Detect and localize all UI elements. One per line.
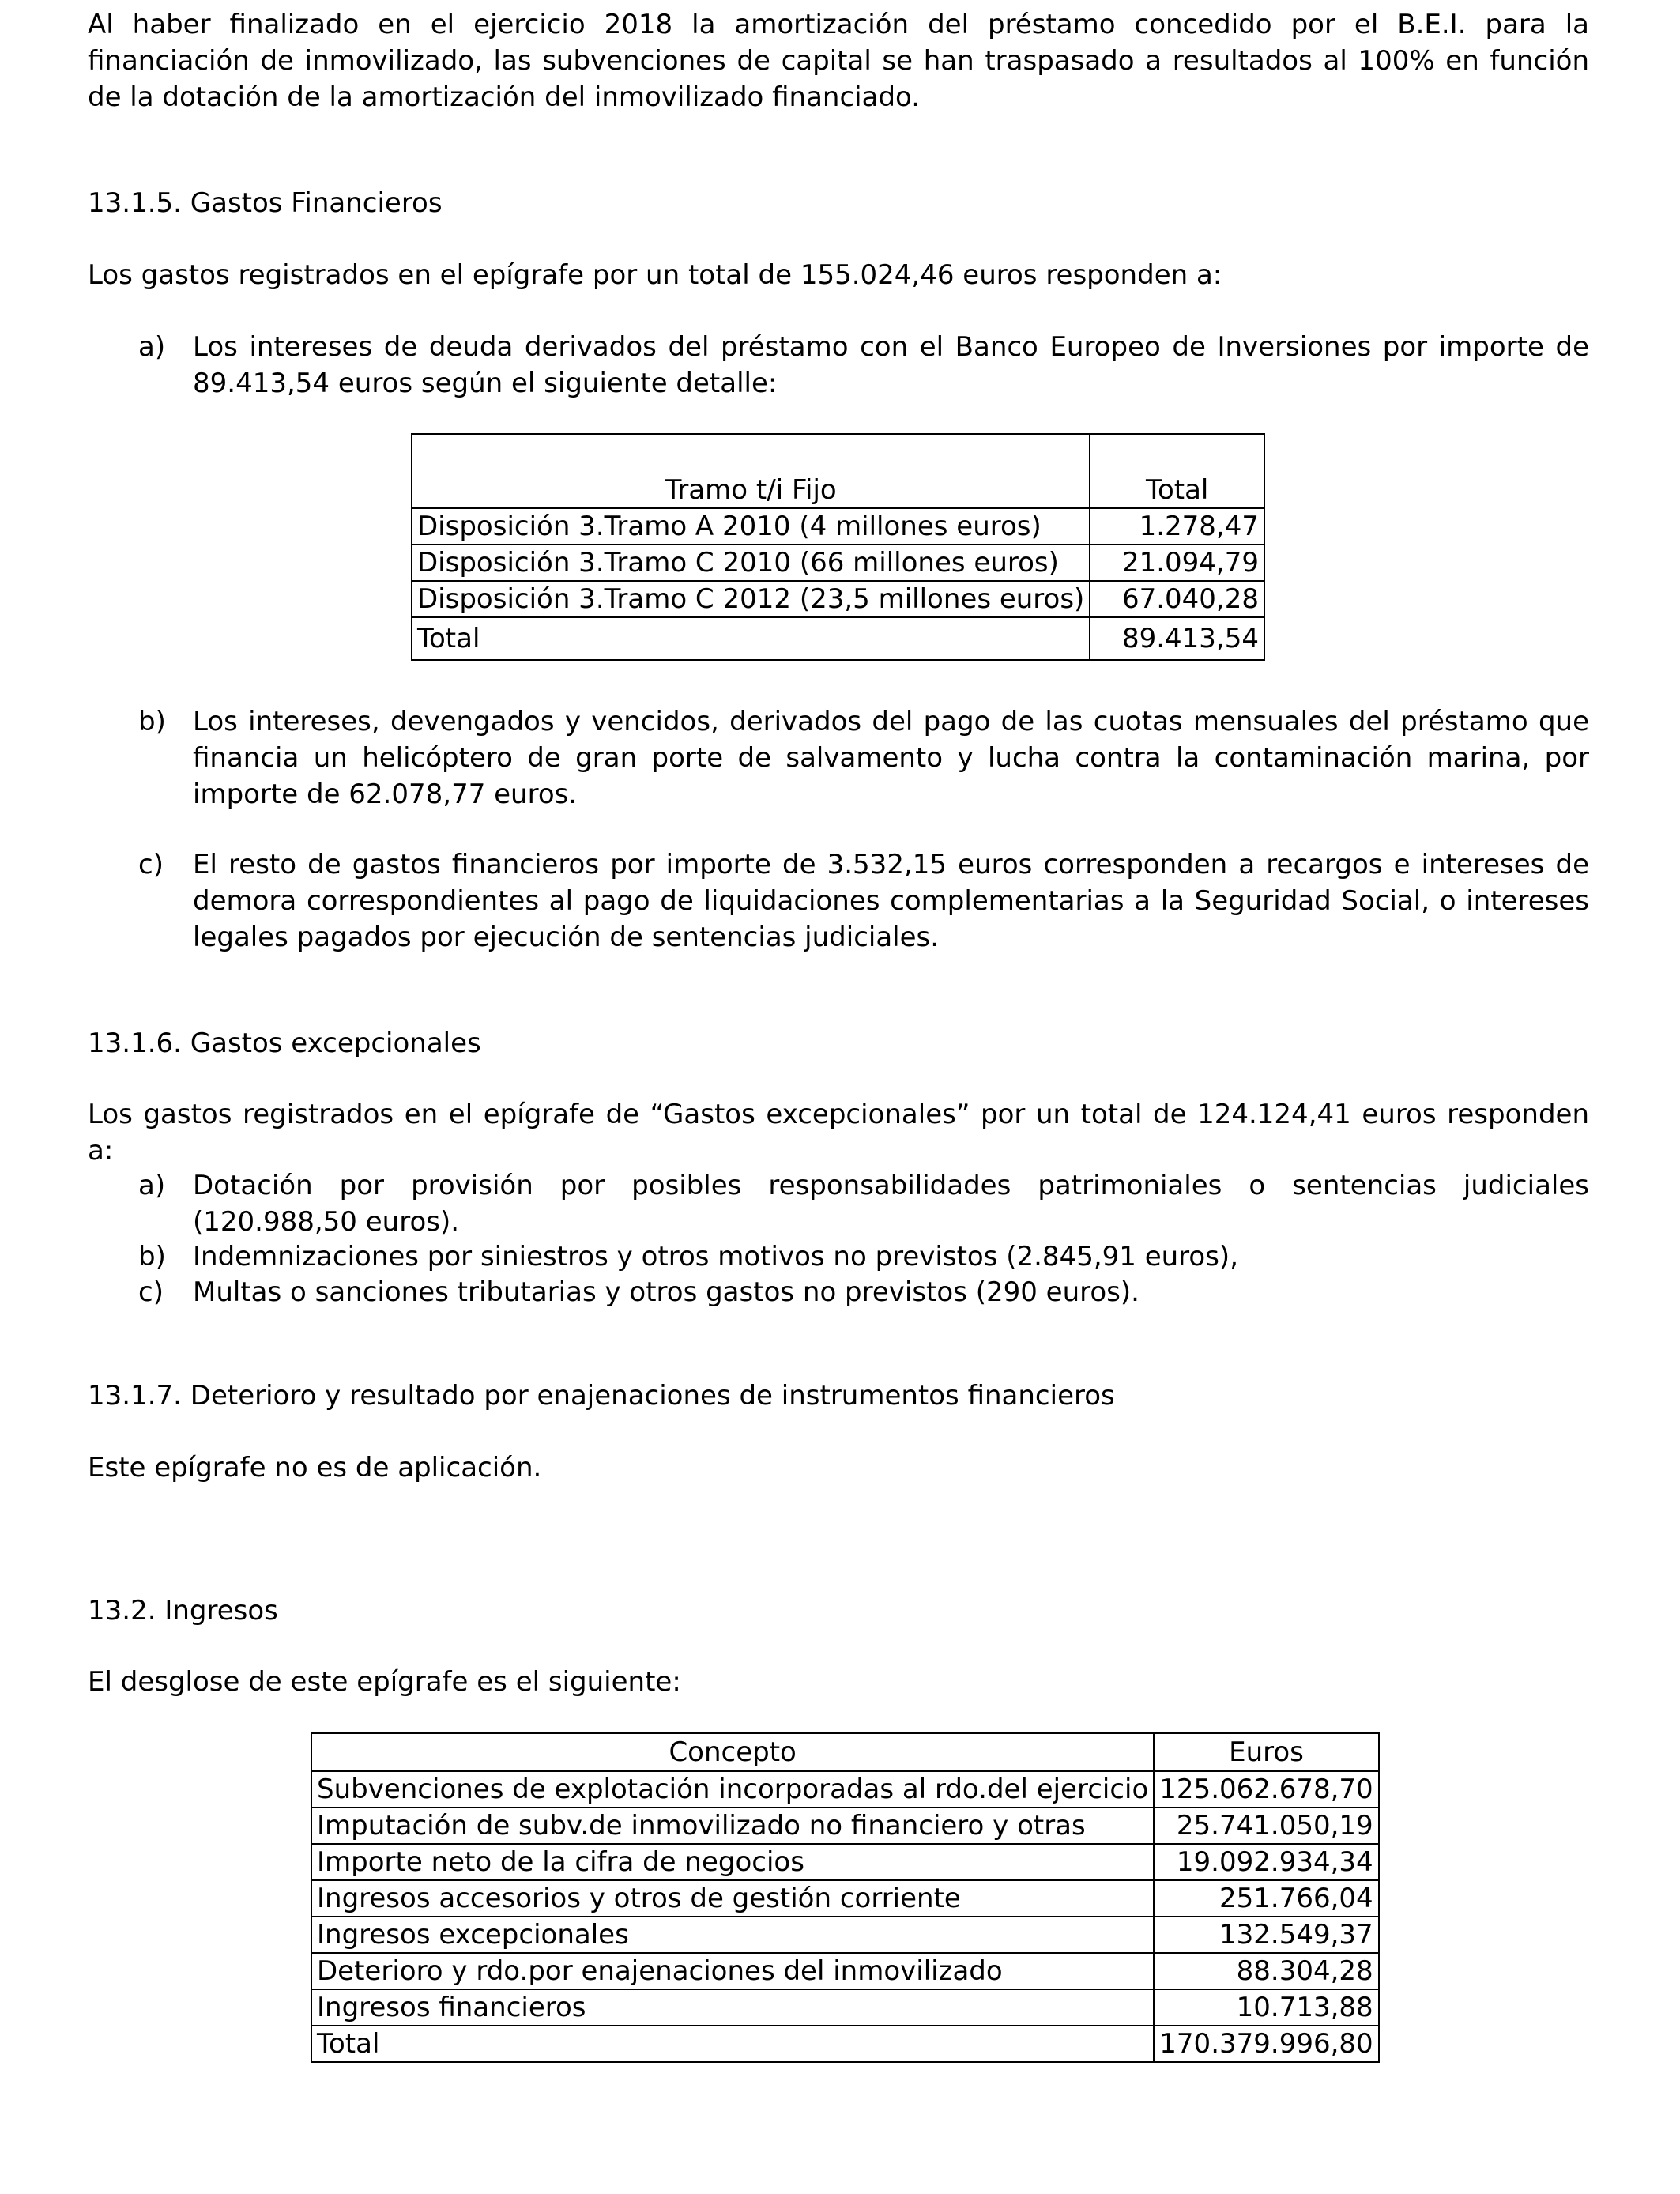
row-label: Disposición 3.Tramo C 2012 (23,5 millones euros) (412, 581, 1090, 617)
list-item-text: Los intereses de deuda derivados del préstamo con el Banco Europeo de Inversiones por importe de 89.413,54 euros según el siguiente detalle: (193, 331, 1589, 399)
table-total-row (412, 617, 1264, 660)
list-item-text: El resto de gastos financieros por importe de 3.532,15 euros corresponden a recargos e intereses de demora correspondientes al pago de liquidaciones complementarias a la Seguridad Social, o intereses legales pagados por ejecución de sentencias judiciales. (193, 849, 1589, 953)
table-row (311, 1844, 1379, 1880)
list-marker: c) (138, 1276, 164, 1308)
list-item-text: Los intereses, devengados y vencidos, derivados del pago de las cuotas mensuales del préstamo que financia un helicóptero de gran porte de salvamento y lucha contra la contaminación marina, por importe de 62.078,77 euros. (193, 706, 1589, 810)
header-tramo: Tramo t/i Fijo (412, 434, 1090, 508)
list-marker: b) (138, 706, 166, 737)
row-label: Subvenciones de explotación incorporadas al rdo.del ejercicio (311, 1771, 1154, 1808)
header-euros: Euros (1154, 1733, 1378, 1771)
table-row (412, 508, 1264, 545)
table-row (311, 1880, 1379, 1917)
heading-ingresos: 13.2. Ingresos (88, 1595, 278, 1627)
list-marker: b) (138, 1241, 166, 1272)
ingresos-table (311, 1732, 1380, 2063)
table-row (311, 1953, 1379, 1989)
row-value: 21.094,79 (1090, 545, 1264, 581)
table-row (311, 1917, 1379, 1953)
table-total-row (311, 2026, 1379, 2062)
gastos-financieros-lead: Los gastos registrados en el epígrafe por un total de 155.024,46 euros responden a: (88, 259, 1222, 291)
row-label: Ingresos financieros (311, 1989, 1154, 2026)
gastos-excepcionales-lead: Los gastos registrados en el epígrafe de “Gastos excepcionales” por un total de 124.124,41 euros responden a: (88, 1099, 1589, 1167)
list-marker: a) (138, 1170, 166, 1201)
list-item-text: Dotación por provisión por posibles responsabilidades patrimoniales o sentencias judiciales (120.988,50 euros). (193, 1170, 1589, 1238)
row-value: 170.379.996,80 (1154, 2026, 1378, 2062)
row-label: Ingresos excepcionales (311, 1917, 1154, 1953)
row-value: 1.278,47 (1090, 508, 1264, 545)
row-value: 25.741.050,19 (1154, 1808, 1378, 1844)
table-header-row (412, 434, 1264, 508)
row-value: 19.092.934,34 (1154, 1844, 1378, 1880)
heading-deterioro: 13.1.7. Deterioro y resultado por enajenaciones de instrumentos financieros (88, 1380, 1115, 1412)
table-row (311, 1808, 1379, 1844)
row-value: 10.713,88 (1154, 1989, 1378, 2026)
list-item-text: Multas o sanciones tributarias y otros gastos no previstos (290 euros). (193, 1276, 1139, 1308)
intro-paragraph: Al haber finalizado en el ejercicio 2018 la amortización del préstamo concedido por el B.E.I. para la financiación de inmovilizado, las subvenciones de capital se han traspasado a resultados al 100% en función de la dotación de la amortización del inmovilizado financiado. (88, 9, 1589, 113)
table-row (311, 1771, 1379, 1808)
tramo-interest-table (411, 433, 1265, 661)
list-marker: a) (138, 331, 166, 363)
deterioro-text: Este epígrafe no es de aplicación. (88, 1452, 542, 1483)
heading-gastos-financieros: 13.1.5. Gastos Financieros (88, 187, 443, 219)
list-marker: c) (138, 849, 164, 880)
row-label: Deterioro y rdo.por enajenaciones del inmovilizado (311, 1953, 1154, 1989)
row-label: Disposición 3.Tramo C 2010 (66 millones euros) (412, 545, 1090, 581)
heading-gastos-excepcionales: 13.1.6. Gastos excepcionales (88, 1027, 481, 1059)
row-value: 67.040,28 (1090, 581, 1264, 617)
row-label: Total (311, 2026, 1154, 2062)
row-label: Imputación de subv.de inmovilizado no financiero y otras (311, 1808, 1154, 1844)
list-item-text: Indemnizaciones por siniestros y otros motivos no previstos (2.845,91 euros), (193, 1241, 1238, 1272)
row-value: 88.304,28 (1154, 1953, 1378, 1989)
row-value: 132.549,37 (1154, 1917, 1378, 1953)
table-row (311, 1989, 1379, 2026)
row-label: Ingresos accesorios y otros de gestión corriente (311, 1880, 1154, 1917)
row-value: 125.062.678,70 (1154, 1771, 1378, 1808)
header-concepto: Concepto (311, 1733, 1154, 1771)
row-value: 251.766,04 (1154, 1880, 1378, 1917)
table-header-row (311, 1733, 1379, 1771)
header-total: Total (1090, 434, 1264, 508)
table-row (412, 581, 1264, 617)
row-label: Disposición 3.Tramo A 2010 (4 millones euros) (412, 508, 1090, 545)
row-label: Total (412, 617, 1090, 660)
row-label: Importe neto de la cifra de negocios (311, 1844, 1154, 1880)
row-value: 89.413,54 (1090, 617, 1264, 660)
ingresos-lead: El desglose de este epígrafe es el siguiente: (88, 1666, 681, 1698)
table-row (412, 545, 1264, 581)
